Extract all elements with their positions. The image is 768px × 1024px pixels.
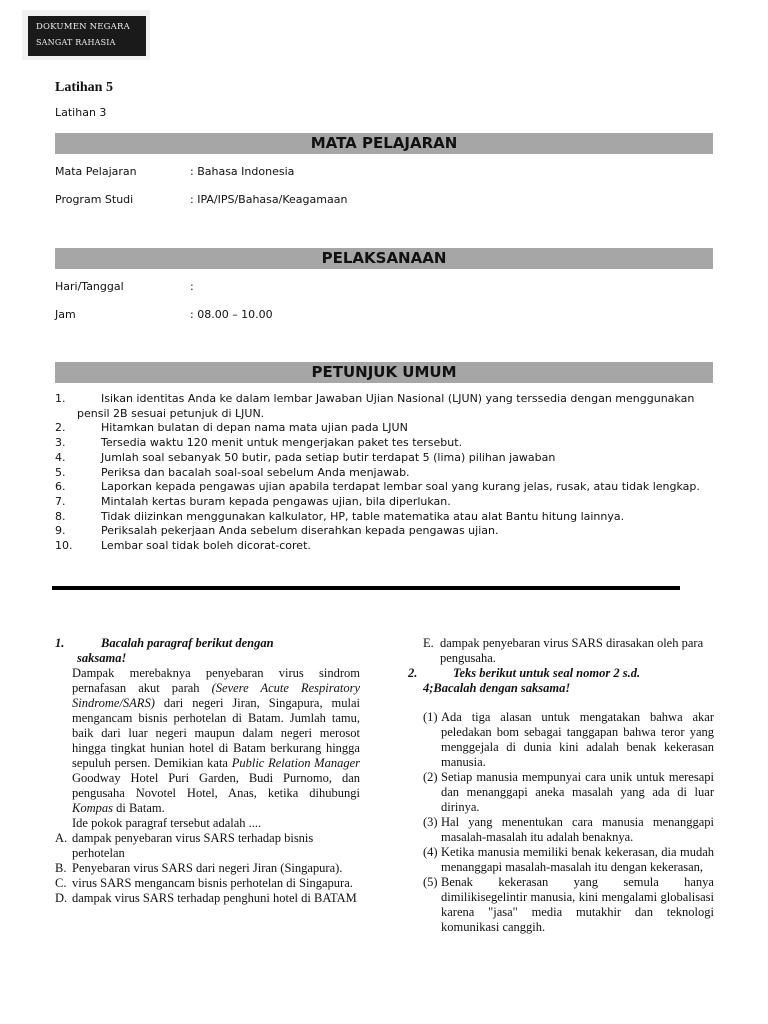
info-value: : Bahasa Indonesia xyxy=(190,165,295,178)
option-text: dampak penyebaran virus SARS terhadap bisnis perhotelan xyxy=(72,831,314,860)
info-label: Mata Pelajaran xyxy=(55,165,137,178)
answer-option xyxy=(55,876,360,891)
instruction-item xyxy=(55,524,715,539)
instruction-number: 2. xyxy=(55,421,66,435)
sentence-number: (5) xyxy=(423,875,438,889)
section-header-petunjuk-umum: PETUNJUK UMUM xyxy=(55,362,713,383)
question-1 xyxy=(55,636,360,906)
instruction-number: 7. xyxy=(55,494,66,508)
question-heading-line-2: 4;Bacalah dengan saksama! xyxy=(423,681,571,695)
question-heading-line-2: saksama! xyxy=(77,651,127,665)
info-label: Program Studi xyxy=(55,193,134,206)
text-sentence xyxy=(423,770,714,815)
instruction-number: 9. xyxy=(55,524,66,538)
instruction-list xyxy=(55,392,715,554)
option-text: dampak virus SARS terhadap penghuni hotel di BATAM xyxy=(72,891,357,905)
instruction-text: Laporkan kepada pengawas ujian apabila terdapat lembar soal yang kurang jelas, rusak, atau tidak lengkap. xyxy=(101,480,700,494)
instruction-item xyxy=(55,495,715,510)
instruction-item xyxy=(55,466,715,481)
instruction-number: 6. xyxy=(55,480,66,494)
sentence-text: Hal yang menentukan cara manusia menanggapi masalah-masalah itu adalah benaknya. xyxy=(441,815,714,844)
document-subtitle: Latihan 3 xyxy=(55,106,107,119)
answer-option xyxy=(423,636,714,666)
question-heading-line-1: Bacalah paragraf berikut dengan xyxy=(101,636,274,650)
option-text: dampak penyebaran virus SARS dirasakan oleh para pengusaha. xyxy=(440,636,704,665)
info-value: : IPA/IPS/Bahasa/Keagamaan xyxy=(190,193,348,206)
answer-option xyxy=(55,891,360,906)
instruction-item xyxy=(55,510,715,525)
instruction-item xyxy=(55,451,715,466)
question-heading-line-1: Teks berikut untuk seal nomor 2 s.d. xyxy=(453,666,641,680)
stamp-line-2: SANGAT RAHASIA xyxy=(36,38,116,47)
instruction-text: Periksalah pekerjaan Anda sebelum diserahkan kepada pengawas ujian. xyxy=(101,524,499,538)
section-header-mata-pelajaran: MATA PELAJARAN xyxy=(55,133,713,154)
instruction-number: 4. xyxy=(55,450,66,464)
info-label: Hari/Tanggal xyxy=(55,280,124,293)
option-key: D. xyxy=(55,891,68,905)
option-key: C. xyxy=(55,876,67,890)
question-2-heading xyxy=(408,666,714,696)
instruction-number: 1. xyxy=(55,392,66,405)
paragraph-text: di Batam. xyxy=(112,801,165,815)
sentence-text: Setiap manusia mempunyai cara unik untuk meresapi dan menanggapi aneka masalah yang ada di luar dirinya. xyxy=(441,770,714,814)
answer-option xyxy=(55,831,360,861)
instruction-item xyxy=(55,421,715,436)
instruction-number: 8. xyxy=(55,509,66,523)
option-text: virus SARS mengancam bisnis perhotelan di Singapura. xyxy=(72,876,353,890)
instruction-item xyxy=(55,436,715,451)
question-paragraph xyxy=(55,666,360,816)
instruction-number: 3. xyxy=(55,436,66,450)
paragraph-text: Dampak merebaknya penyebaran virus sindrom pernafasan akut parah xyxy=(72,666,360,695)
instruction-text: Tersedia waktu 120 menit untuk mengerjakan paket tes tersebut. xyxy=(101,436,463,450)
text-sentence xyxy=(423,845,714,875)
paragraph-text: Goodway Hotel Puri Garden, Budi Purnomo, dan pengusaha Novotel Hotel, Anas, ketika dihubungi xyxy=(72,771,360,800)
document-title: Latihan 5 xyxy=(55,80,113,95)
instruction-item xyxy=(55,392,715,407)
option-text: Penyebaran virus SARS dari negeri Jiran (Singapura). xyxy=(72,861,343,875)
answer-option xyxy=(55,861,360,876)
instruction-number: 5. xyxy=(55,465,66,479)
paragraph-italic-term: (Severe Acute Respiratory Sindrome/SARS) xyxy=(72,681,360,710)
instruction-item xyxy=(55,480,715,495)
instruction-text: Jumlah soal sebanyak 50 butir, pada setiap butir terdapat 5 (lima) pilihan jawaban xyxy=(101,450,556,464)
classification-stamp xyxy=(22,10,150,60)
instruction-text: Isikan identitas Anda ke dalam lembar Jawaban Ujian Nasional (LJUN) yang terssedia dengan menggunakan xyxy=(101,392,695,405)
instruction-text: Mintalah kertas buram kepada pengawas ujian, bila diperlukan. xyxy=(101,494,451,508)
question-column-right xyxy=(408,636,714,935)
instruction-text: Lembar soal tidak boleh dicorat-coret. xyxy=(101,539,311,553)
sentence-text: Benak kekerasan yang semula hanya dimilikisegelintir manusia, kini mengalami globalisasi karena "jasa" media mutakhir dan teknologi komunikasi canggih. xyxy=(441,875,714,934)
stamp-line-1: DOKUMEN NEGARA xyxy=(36,22,130,32)
option-key: B. xyxy=(55,861,67,875)
instruction-number: 10. xyxy=(55,539,73,553)
info-value: : 08.00 – 10.00 xyxy=(190,308,273,321)
info-value: : xyxy=(190,280,194,293)
instruction-text: Periksa dan bacalah soal-soal sebelum Anda menjawab. xyxy=(101,465,410,479)
section-divider xyxy=(52,586,680,590)
paragraph-text: dari negeri Jiran, Singapura, mulai mengancam bisnis perhotelan di Batam. Jumlah tamu, baik dari luar negeri maupun dalam negeri merosot hingga tingkat hunian hotel di Batam berkurang hingga sepuluh persen. Demikian kata xyxy=(72,696,360,770)
option-key: E. xyxy=(423,636,434,650)
sentence-number: (3) xyxy=(423,815,438,829)
sentence-number: (1) xyxy=(423,710,438,724)
info-label: Jam xyxy=(55,308,76,321)
question-number: 1. xyxy=(55,636,65,650)
sentence-text: Ada tiga alasan untuk mengatakan bahwa akar peledakan bom sebagai tanggapan bahwa teror yang menggejala di dunia kini adalah benak kekerasan manusia. xyxy=(441,710,714,769)
text-sentence xyxy=(423,710,714,770)
sentence-number: (2) xyxy=(423,770,438,784)
question-number: 2. xyxy=(408,666,418,680)
instruction-text: Hitamkan bulatan di depan nama mata ujian pada LJUN xyxy=(101,421,408,435)
sentence-text: Ketika manusia memiliki benak kekerasan, dia mudah menanggapi masalah-masalah itu dengan kekerasan, xyxy=(441,845,714,874)
paragraph-italic-term: Public Relation Manager xyxy=(231,756,361,770)
instruction-item xyxy=(55,539,715,554)
paragraph-italic-term: Kompas xyxy=(72,801,113,815)
section-header-pelaksanaan: PELAKSANAAN xyxy=(55,248,713,269)
sentence-number: (4) xyxy=(423,845,438,859)
instruction-text: Tidak diizinkan menggunakan kalkulator, HP, table matematika atau alat Bantu hitung lainnya. xyxy=(101,509,625,523)
instruction-continuation: pensil 2B sesuai petunjuk di LJUN. xyxy=(77,406,265,420)
question-prompt: Ide pokok paragraf tersebut adalah .... xyxy=(72,816,262,830)
text-sentence xyxy=(423,875,714,935)
option-key: A. xyxy=(55,831,68,845)
question-heading xyxy=(55,636,360,666)
text-sentence xyxy=(423,815,714,845)
